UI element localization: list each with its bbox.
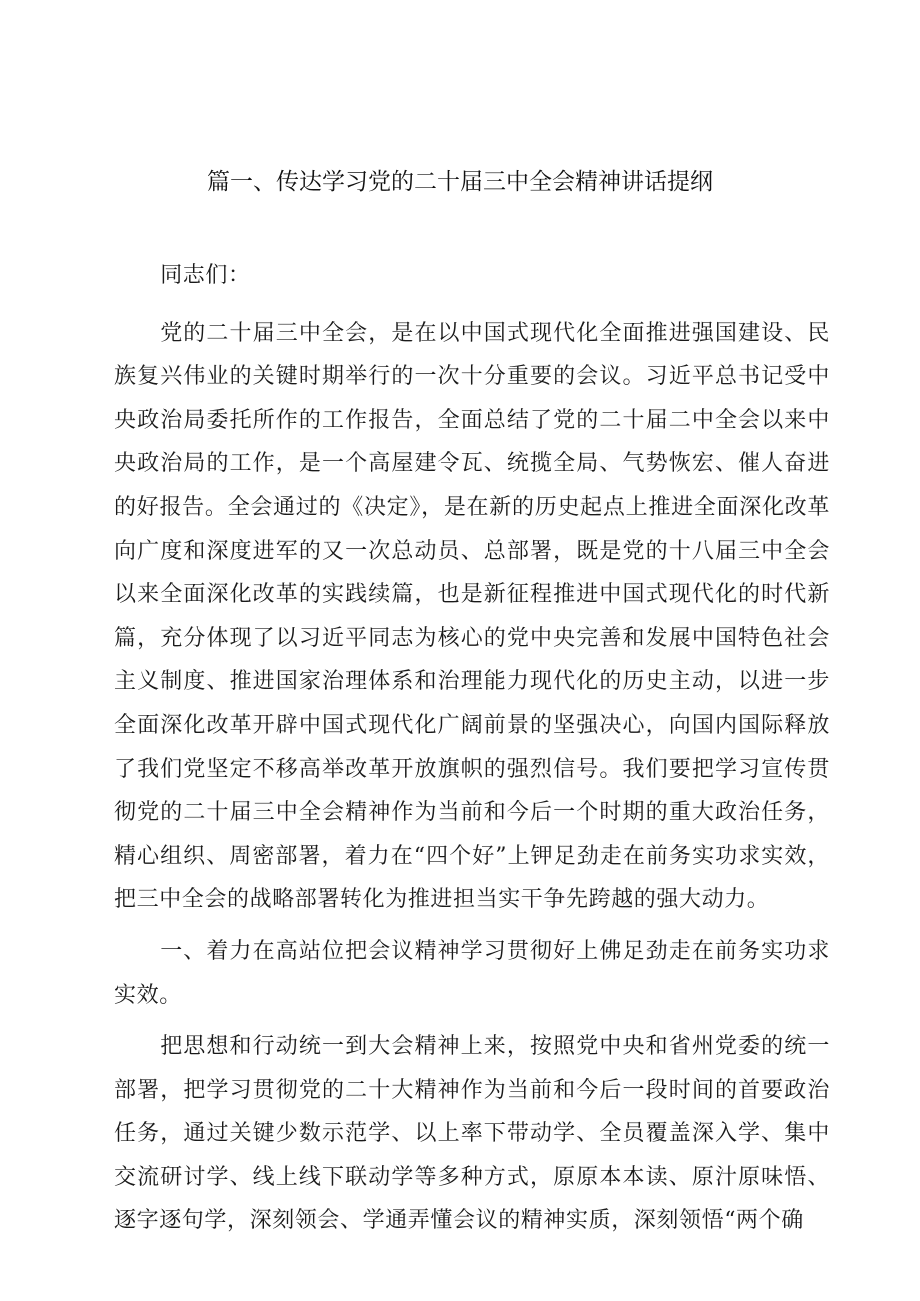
- body-paragraph-1: 党的二十届三中全会，是在以中国式现代化全面推进强国建设、民族复兴伟业的关键时期举行的一次十分重要的会议。习近平总书记受中央政治局委托所作的工作报告，全面总结了党的二十届二中全会以来中央政治局的工作，是一个高屋建令瓦、统揽全局、气势恢宏、催人奋进的好报告。全会通过的《决定》，是在新的历史起点上推进全面深化改革向广度和深度进军的又一次总动员、总部署，既是党的十八届三中全会以来全面深化改革的实践续篇，也是新征程推进中国式现代化的时代新篇，充分体现了以习近平同志为核心的党中央完善和发展中国特色社会主义制度、推进国家治理体系和治理能力现代化的历史主动，以进一步全面深化改革开辟中国式现代化广阔前景的坚强决心，向国内国际释放了我们党坚定不移高举改革开放旗帜的强烈信号。我们要把学习宣传贯彻党的二十届三中全会精神作为当前和今后一个时期的重大政治任务，精心组织、周密部署，着力在“四个好”上钾足劲走在前务实功求实效，把三中全会的战略部署转化为推进担当实干争先跨越的强大动力。: [114, 320, 830, 913]
- document-body: [114, 254, 830, 1243]
- body-paragraph-2: 把思想和行动统一到大会精神上来，按照党中央和省州党委的统一部署，把学习贯彻党的二十大精神作为当前和今后一段时间的首要政治任务，通过关键少数示范学、以上率下带动学、全员覆盖深入学、集中交流研讨学、线上线下联动学等多种方式，原原本本读、原汁原味悟、逐字逐句学，深刻领会、学通弄懂会议的精神实质，深刻领悟“两个确: [114, 1034, 830, 1234]
- document-title: 篇一、传达学习党的二十届三中全会精神讲话提纲: [207, 169, 713, 195]
- salutation: 同志们：: [160, 263, 251, 288]
- section-heading-1: 一、着力在高站位把会议精神学习贯彻好上佛足劲走在前务实功求实效。: [114, 938, 830, 1008]
